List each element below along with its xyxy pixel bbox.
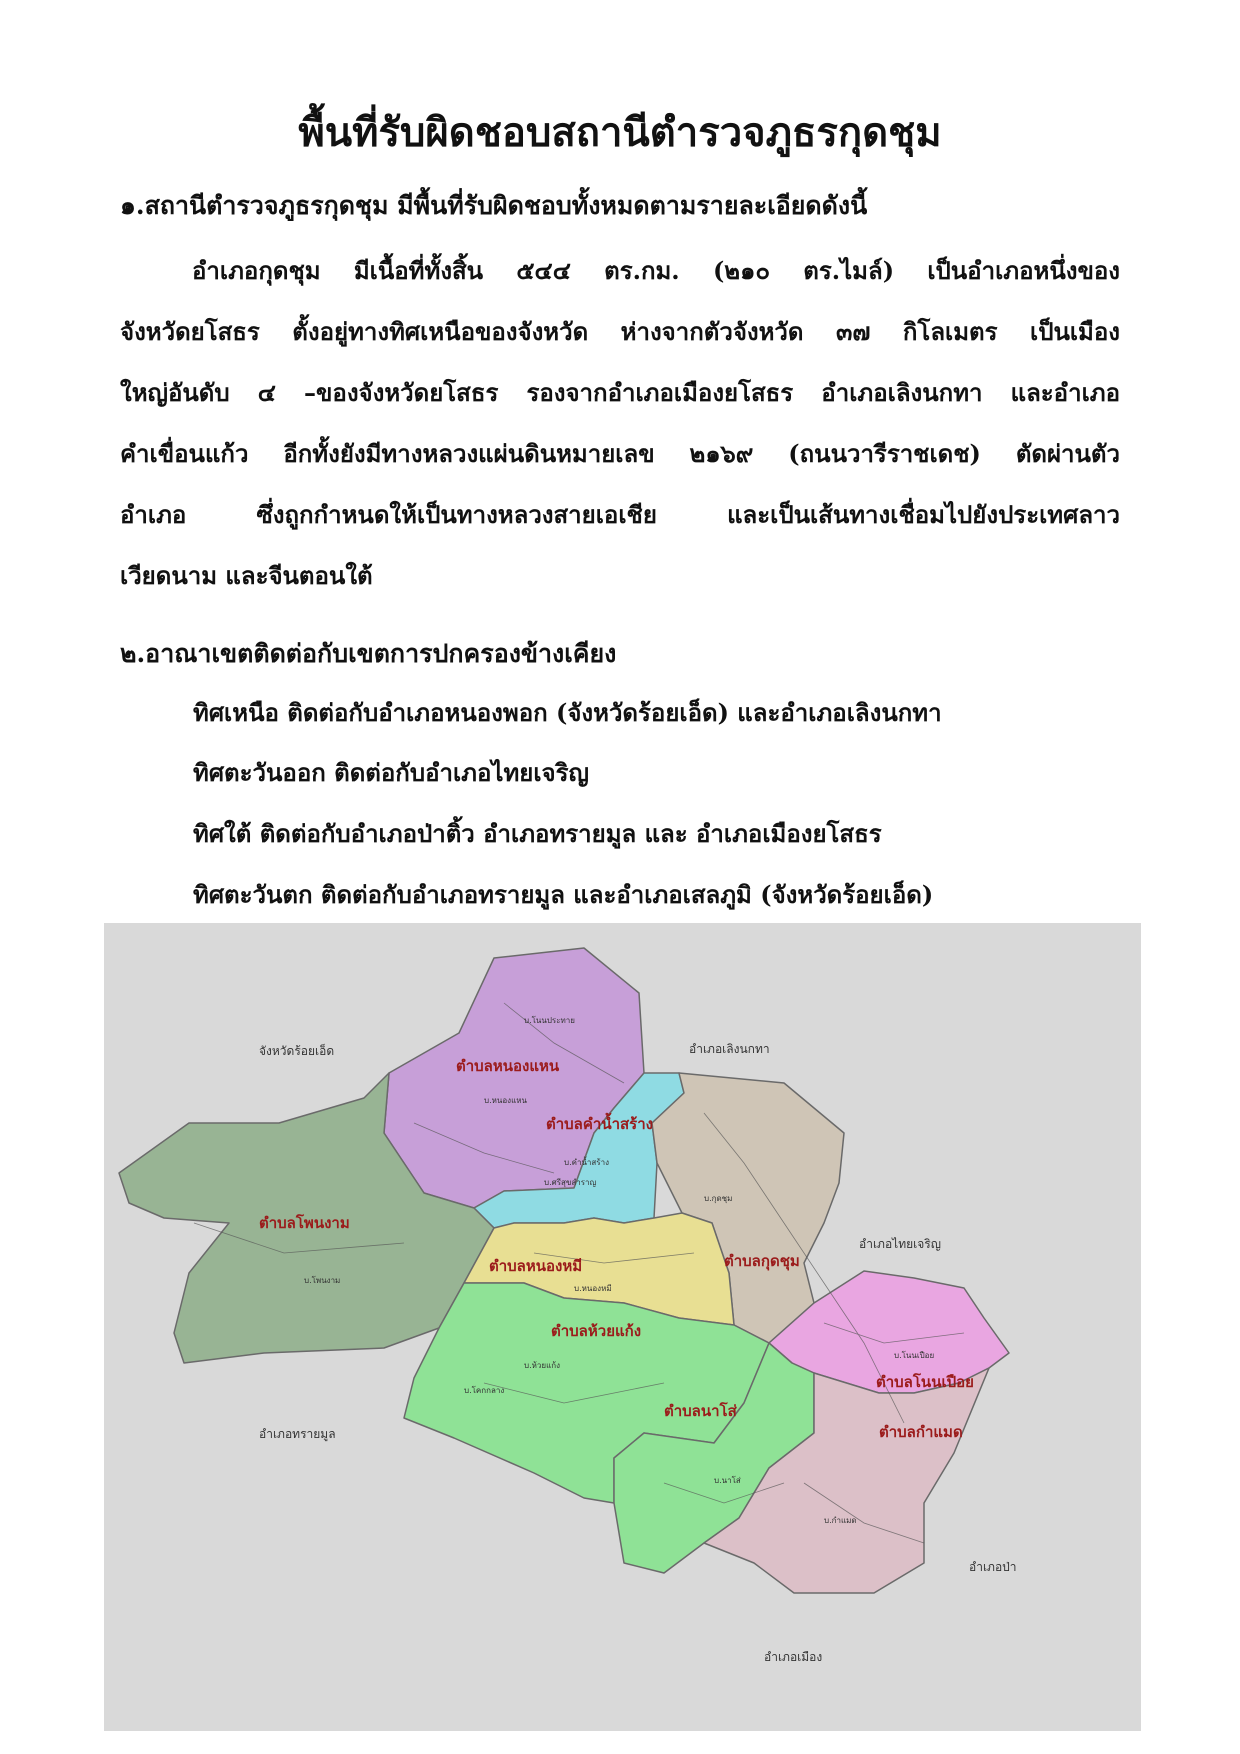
label-roi-et: จังหวัดร้อยเอ็ด (259, 1044, 335, 1058)
page-title: พื้นที่รับผิดชอบสถานีตำรวจภูธรกุดชุม (298, 109, 942, 156)
village-label: บ.กุดชุม (704, 1194, 733, 1203)
village-label: บ.โนนประทาย (524, 1016, 575, 1025)
district-map-svg (104, 923, 1141, 1731)
section2-heading: ๒.อาณาเขตติดต่อกับเขตการปกครองข้างเคียง (120, 639, 617, 668)
village-label: บ.หนองแหน (484, 1096, 527, 1105)
paragraph-line-5: อำเภอ ซึ่งถูกกำหนดให้เป็นทางหลวงสายเอเชีย และเป็นเส้นทางเชื่อมไปยังประเทศลาว (120, 500, 1120, 529)
label-region-nong-mi: ตำบลหนองหมี (489, 1257, 583, 1275)
village-label: บ.ห้วยแก้ง (524, 1361, 560, 1370)
paragraph-line-3: ใหญ่อันดับ ๔ –ของจังหวัดยโสธร รองจากอำเภอเมืองยโสธร อำเภอเลิงนกทา และอำเภอ (120, 378, 1120, 407)
village-label: บ.นาโส่ (714, 1476, 741, 1485)
label-region-kud-chum: ตำบลกุดชุม (724, 1252, 800, 1270)
village-label: บ.โคกกลาง (464, 1386, 505, 1395)
section1-paragraph (120, 240, 1120, 606)
label-region-phon-ngam: ตำบลโพนงาม (259, 1214, 350, 1232)
village-label: บ.หนองหมี (574, 1284, 612, 1293)
label-pa-tio: อำเภอป่า (969, 1560, 1017, 1574)
label-region-na-so: ตำบลนาโส่ (664, 1402, 737, 1420)
paragraph-line-4: คำเขื่อนแก้ว อีกทั้งยังมีทางหลวงแผ่นดินหมายเลข ๒๑๖๙ (ถนนวารีราชเดช) ตัดผ่านตัว (120, 439, 1120, 468)
border-west: ทิศตะวันตก ติดต่อกับอำเภอทรายมูล และอำเภอเสลภูมิ (จังหวัดร้อยเอ็ด) (193, 880, 934, 909)
label-mueang: อำเภอเมือง (764, 1650, 823, 1664)
village-label: บ.คำน้ำสร้าง (564, 1158, 610, 1167)
label-region-non-poei: ตำบลโนนเปือย (876, 1373, 974, 1391)
label-sai-mun: อำเภอทรายมูล (259, 1427, 336, 1441)
label-loeng-nok-tha: อำเภอเลิงนกทา (689, 1042, 770, 1056)
label-thai-charoen: อำเภอไทยเจริญ (859, 1237, 941, 1251)
border-north: ทิศเหนือ ติดต่อกับอำเภอหนองพอก (จังหวัดร้อยเอ็ด) และอำเภอเลิงนกทา (193, 698, 942, 727)
label-region-nong-haen: ตำบลหนองแหน (456, 1057, 560, 1075)
border-south: ทิศใต้ ติดต่อกับอำเภอป่าติ้ว อำเภอทรายมูล และ อำเภอเมืองยโสธร (193, 819, 882, 848)
village-label: บ.ศรีสุขสำราญ (544, 1178, 597, 1187)
label-region-kham-nam-sang: ตำบลคำน้ำสร้าง (546, 1115, 653, 1133)
paragraph-line-2: จังหวัดยโสธร ตั้งอยู่ทางทิศเหนือของจังหวัด ห่างจากตัวจังหวัด ๓๗ กิโลเมตร เป็นเมือง (120, 317, 1120, 346)
label-region-huai-kaeng: ตำบลห้วยแก้ง (551, 1322, 642, 1340)
village-label: บ.กำแมด (824, 1516, 857, 1525)
paragraph-line-1: อำเภอกุดชุม มีเนื้อที่ทั้งสิ้น ๕๔๔ ตร.กม. (๒๑๐ ตร.ไมล์) เป็นอำเภอหนึ่งของ (192, 256, 1120, 285)
section1-heading: ๑.สถานีตำรวจภูธรกุดชุม มีพื้นที่รับผิดชอบทั้งหมดตามรายละเอียดดังนี้ (120, 191, 868, 220)
label-region-kammaet: ตำบลกำแมด (879, 1423, 963, 1441)
village-label: บ.โพนงาม (304, 1276, 341, 1285)
district-map (104, 923, 1141, 1731)
border-east: ทิศตะวันออก ติดต่อกับอำเภอไทยเจริญ (193, 758, 589, 787)
village-label: บ.โนนเปือย (894, 1351, 935, 1360)
paragraph-line-6: เวียดนาม และจีนตอนใต้ (120, 561, 373, 590)
